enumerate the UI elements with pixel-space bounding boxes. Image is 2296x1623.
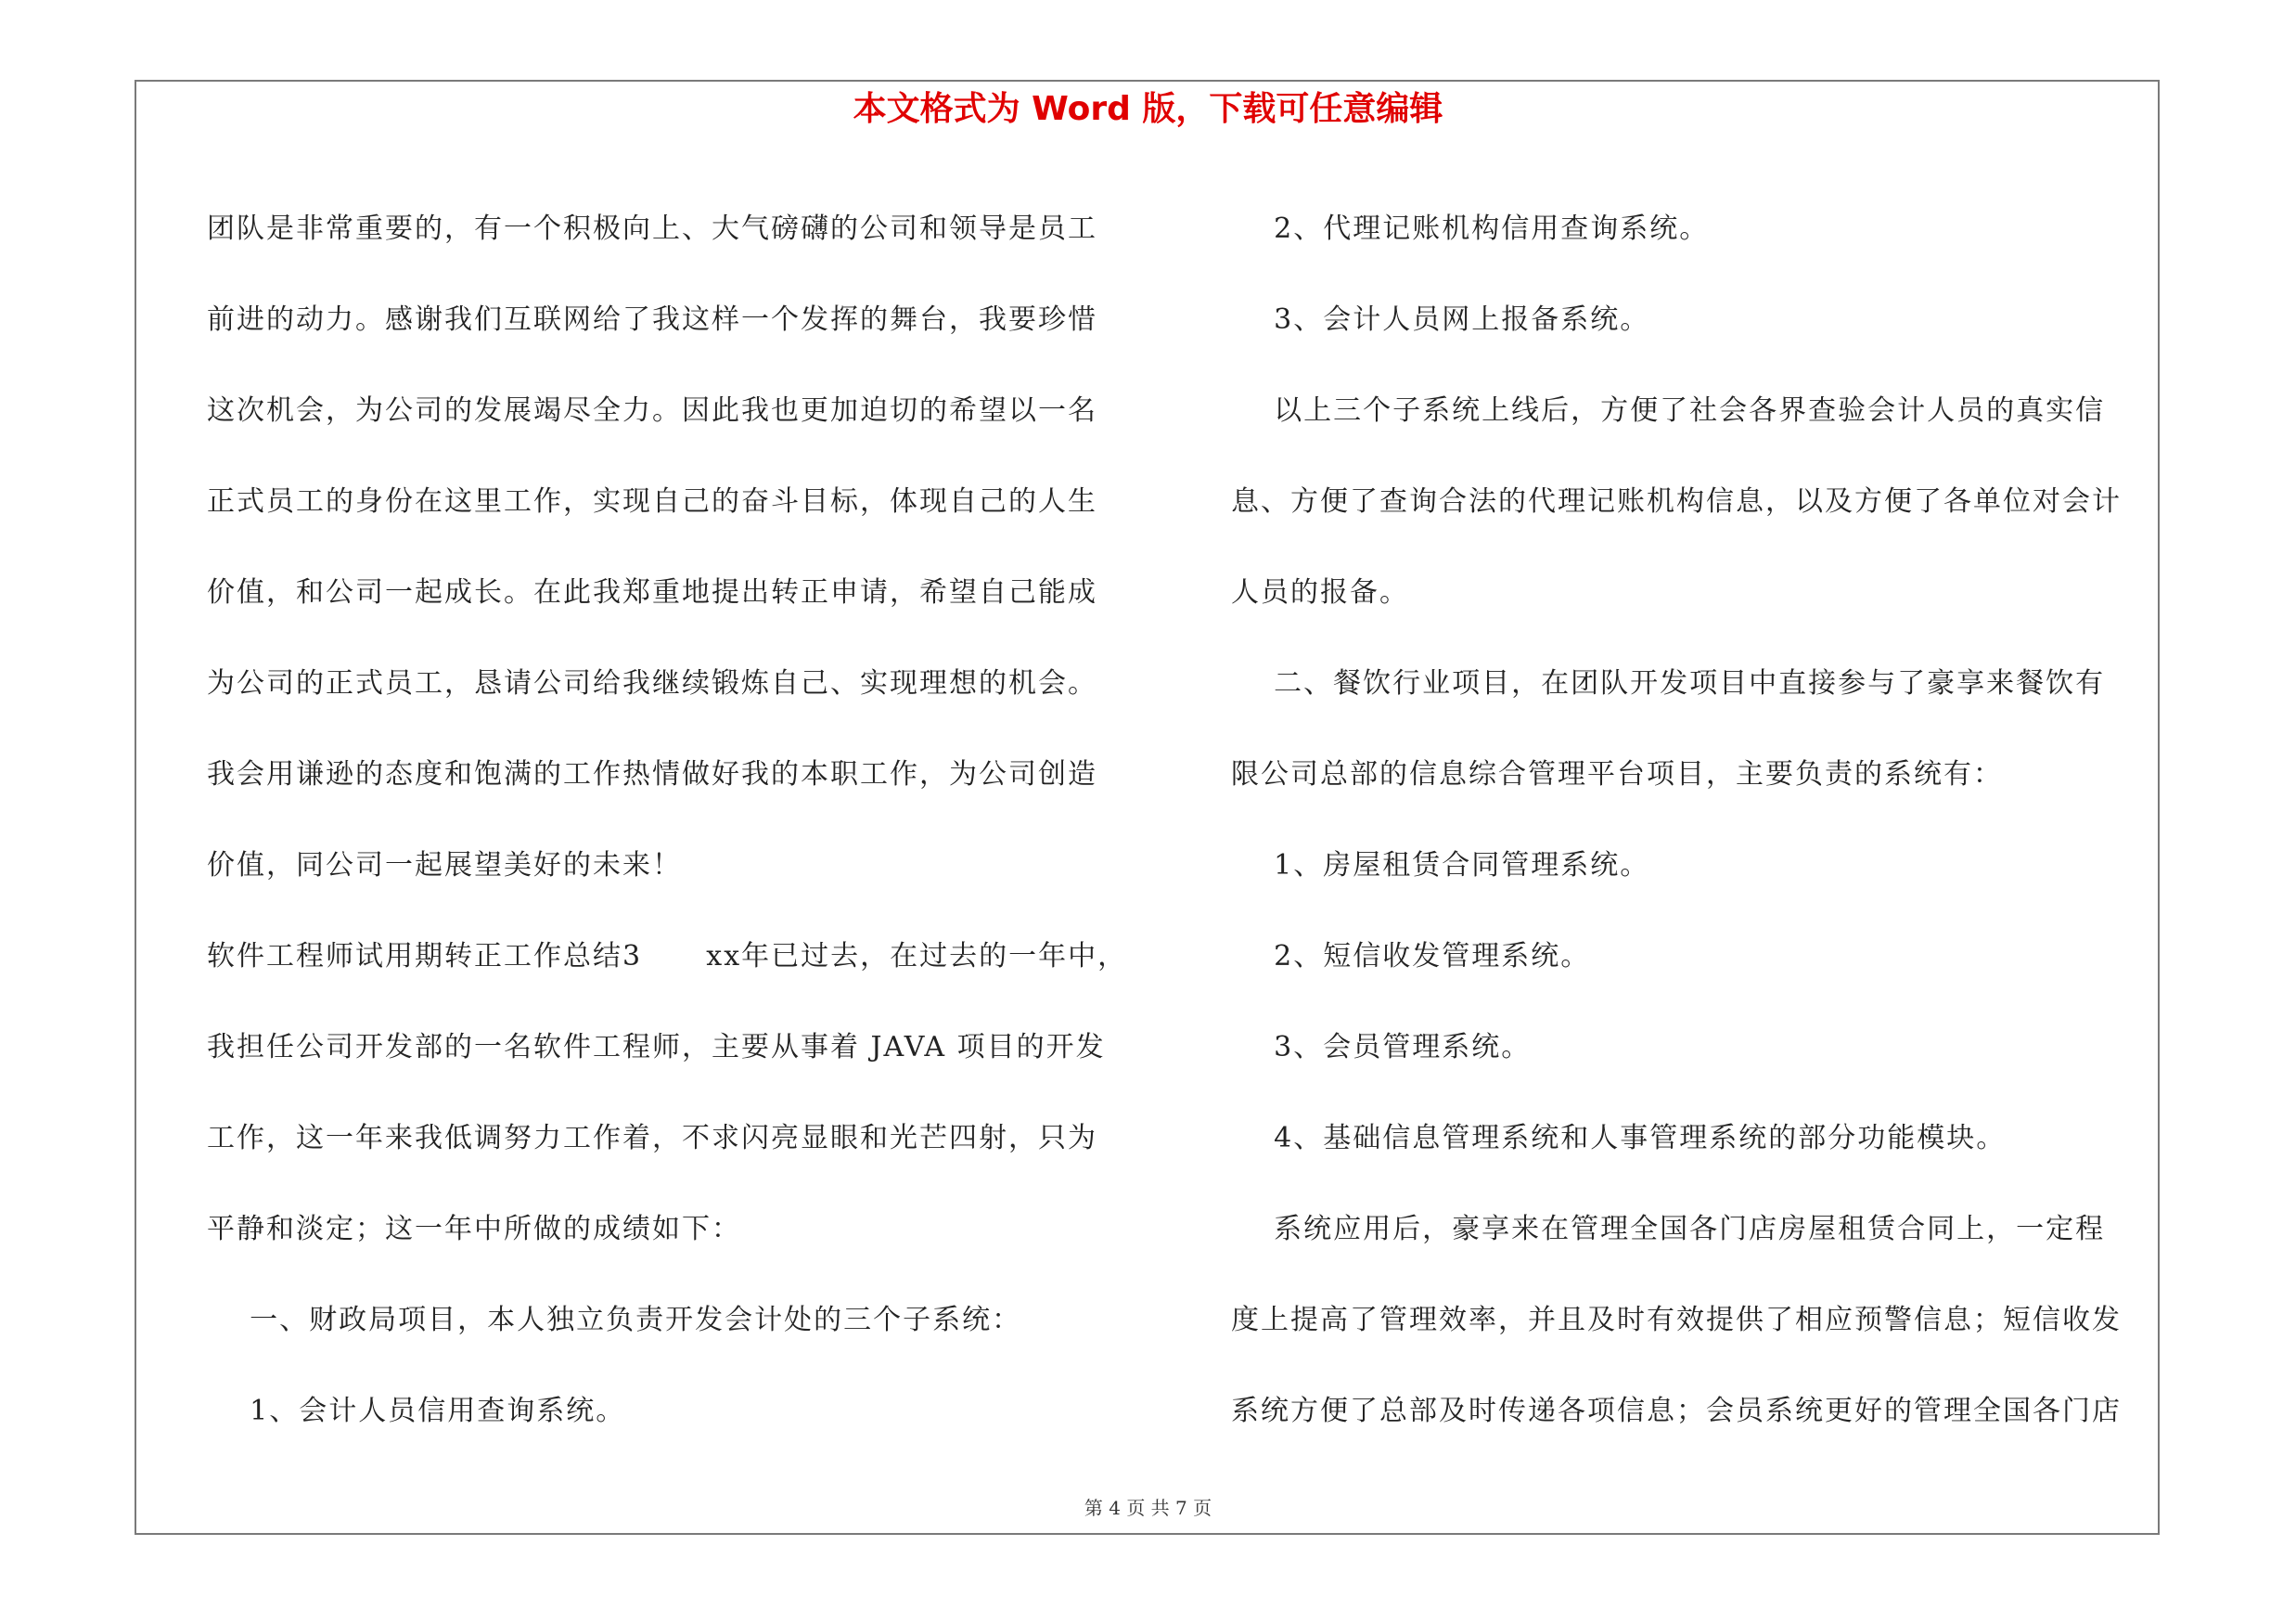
- text-line: 团队是非常重要的，有一个积极向上、大气磅礴的公司和领导是员工: [207, 213, 1097, 245]
- text-line: 1、会计人员信用查询系统。: [207, 1395, 626, 1427]
- text-line: 3、会员管理系统。: [1231, 1031, 1532, 1063]
- header-banner: 本文格式为 Word 版，下载可任意编辑: [853, 90, 1443, 128]
- text-line: 限公司总部的信息综合管理平台项目，主要负责的系统有：: [1231, 758, 2003, 791]
- page-number: 第 4 页 共 7 页: [1084, 1497, 1212, 1519]
- text-line: 息、方便了查询合法的代理记账机构信息，以及方便了各单位对会计: [1231, 485, 2122, 518]
- text-line: 系统应用后，豪享来在管理全国各门店房屋租赁合同上，一定程: [1231, 1213, 2106, 1245]
- text-line: 平静和淡定；这一年中所做的成绩如下：: [207, 1213, 741, 1245]
- text-line: 我会用谦逊的态度和饱满的工作热情做好我的本职工作，为公司创造: [207, 758, 1097, 791]
- text-line: 4、基础信息管理系统和人事管理系统的部分功能模块。: [1231, 1122, 2007, 1154]
- section-title-line: 软件工程师试用期转正工作总结3 xx年已过去，在过去的一年中，: [207, 940, 1128, 973]
- right-column: [1231, 184, 2163, 1457]
- text-line: 正式员工的身份在这里工作，实现自己的奋斗目标，体现自己的人生: [207, 485, 1097, 518]
- text-line: 系统方便了总部及时传递各项信息；会员系统更好的管理全国各门店: [1231, 1395, 2122, 1427]
- text-line: 2、代理记账机构信用查询系统。: [1231, 213, 1710, 245]
- text-line: 人员的报备。: [1231, 576, 1409, 609]
- text-line: 前进的动力。感谢我们互联网给了我这样一个发挥的舞台，我要珍惜: [207, 303, 1097, 336]
- text-line: 为公司的正式员工，恳请公司给我继续锻炼自己、实现理想的机会。: [207, 667, 1097, 700]
- text-line: 2、短信收发管理系统。: [1231, 940, 1591, 973]
- text-line: 我担任公司开发部的一名软件工程师，主要从事着 JAVA 项目的开发: [207, 1031, 1106, 1063]
- text-line: 以上三个子系统上线后，方便了社会各界查验会计人员的真实信: [1231, 394, 2106, 427]
- left-column: [207, 184, 1139, 1457]
- text-line: 1、房屋租赁合同管理系统。: [1231, 849, 1650, 882]
- text-line: 工作，这一年来我低调努力工作着，不求闪亮显眼和光芒四射，只为: [207, 1122, 1097, 1154]
- text-line: 度上提高了管理效率，并且及时有效提供了相应预警信息；短信收发: [1231, 1304, 2122, 1336]
- text-line: 一、财政局项目，本人独立负责开发会计处的三个子系统：: [207, 1304, 1022, 1336]
- text-line: 价值，同公司一起展望美好的未来！: [207, 849, 682, 882]
- text-line: 3、会计人员网上报备系统。: [1231, 303, 1650, 336]
- text-line: 价值，和公司一起成长。在此我郑重地提出转正申请，希望自己能成: [207, 576, 1097, 609]
- text-line: 这次机会，为公司的发展竭尽全力。因此我也更加迫切的希望以一名: [207, 394, 1097, 427]
- text-line: 二、餐饮行业项目，在团队开发项目中直接参与了豪享来餐饮有: [1231, 667, 2106, 700]
